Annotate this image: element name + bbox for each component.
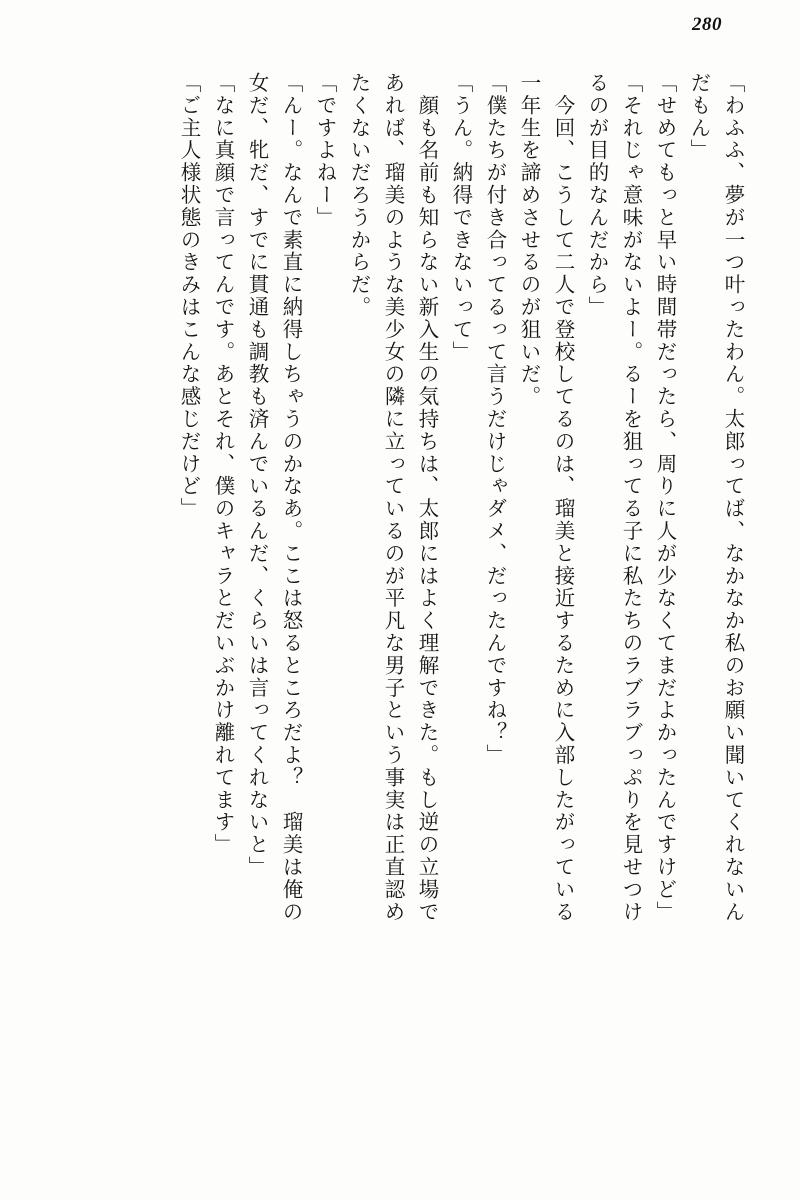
text-line: 「なに真顔で言ってんです。あとそれ、僕のキャラとだいぶかけ離れてます」 [211, 72, 233, 856]
text-line: だもん」 [687, 72, 709, 162]
text-line: 「んー。なんで素直に納得しちゃうのかなあ。ここは怒るところだよ？ 瑠美は俺の [279, 72, 301, 924]
text-line: 今回、こうして二人で登校してるのは、瑠美と接近するために入部したがっている [551, 72, 573, 924]
text-line: 「ですよねー」 [313, 72, 335, 229]
page-number: 280 [692, 14, 722, 35]
text-line: たくないだろうからだ。 [347, 72, 369, 319]
page-text-body [56, 72, 742, 1140]
text-line: 「せめてもっと早い時間帯だったら、周りに人が少なくてまだよかったんですけど」 [653, 72, 675, 924]
text-line: 顔も名前も知らない新入生の気持ちは、太郎にはよく理解できた。もし逆の立場で [415, 72, 437, 924]
text-line: 「ご主人様状態のきみはこんな感じだけど」 [177, 72, 199, 520]
text-line: 一年生を諦めさせるのが狙いだ。 [517, 72, 539, 408]
text-line: るのが目的なんだから」 [585, 72, 607, 319]
text-line: 「僕たちが付き合ってるって言うだけじゃダメ、だったんですね？」 [483, 72, 505, 767]
text-line: 「うん。納得できないって」 [449, 72, 471, 364]
text-line: 女だ、牝だ、すでに貫通も調教も済んでいるんだ、くらいは言ってくれないと」 [245, 72, 267, 879]
text-line: あれば、瑠美のような美少女の隣に立っているのが平凡な男子という事実は正直認め [381, 72, 403, 924]
text-line: 「わふふ、夢が一つ叶ったわん。太郎ってば、なかなか私のお願い聞いてくれないん [721, 72, 743, 924]
text-line: 「それじゃ意味がないよー。るーを狙ってる子に私たちのラブラブっぷりを見せつけ [619, 72, 641, 924]
